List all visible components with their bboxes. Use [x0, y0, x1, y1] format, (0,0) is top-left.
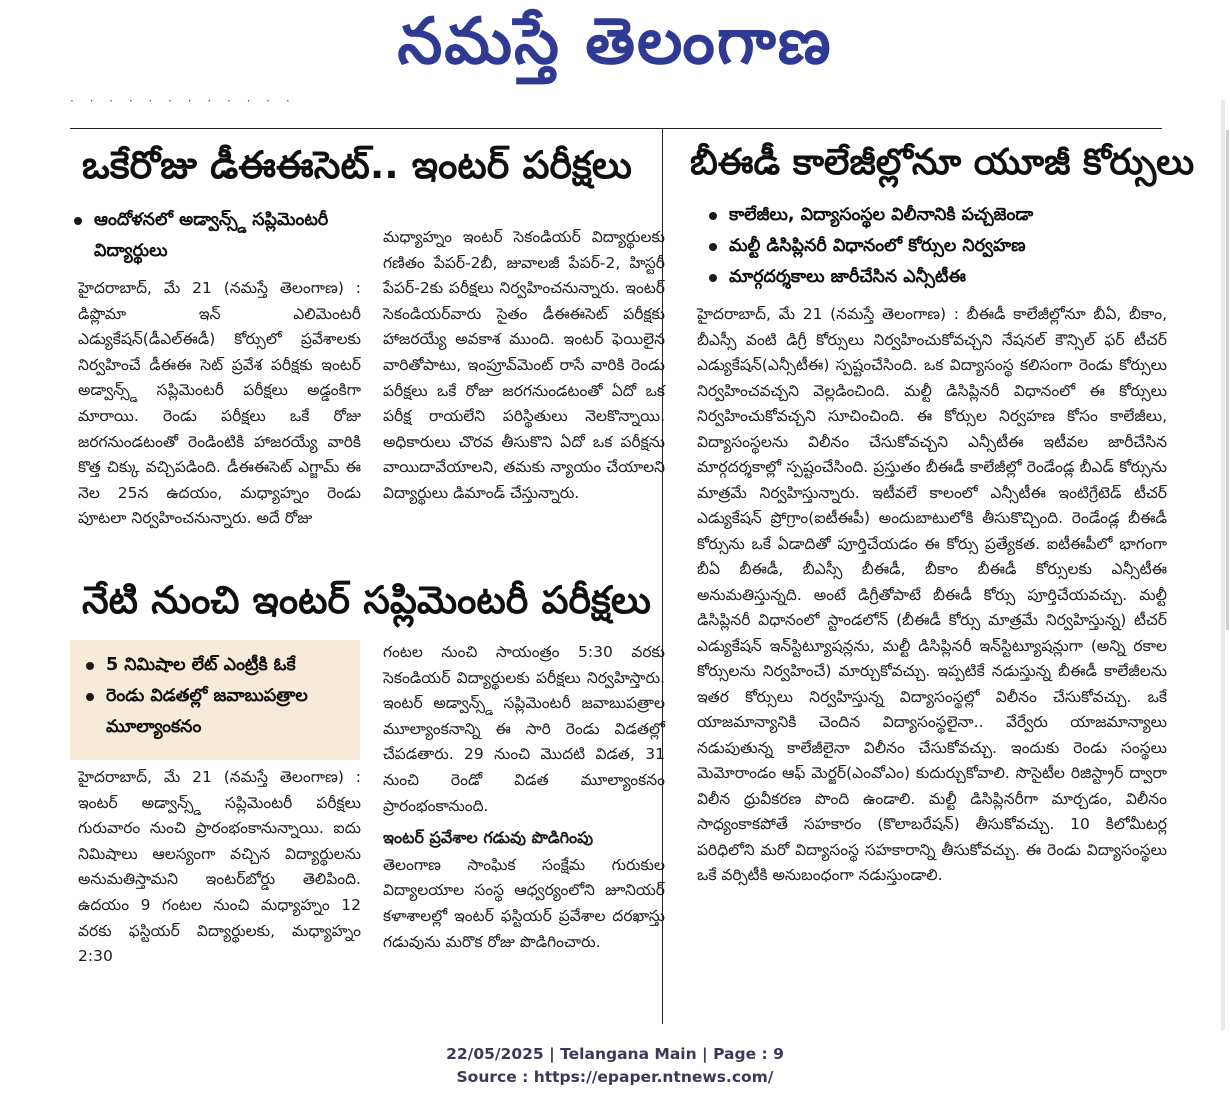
- article3-column-2: [383, 640, 665, 955]
- article1-column-2: మధ్యాహ్నం ఇంటర్ సెకండియర్ విద్యార్థులకు గణితం పేపర్-2బీ, జువాలజీ పేపర్-2, హిస్టరీ పేపర్-2కు పరీక్షలు నిర్వహించనున్నారు. ఇంటర్ సెకండియర్‌వారు సైతం డీఈఈసెట్ పరీక్షకు హాజరయ్యే అవకాశ ముంది. ఇంటర్ ఫెయిలైన వారితోపాటు, ఇంప్రూవ్‌మెంట్ రాసే వారికి రెండు పరీక్షలు ఒకే రోజు జరగనుండటంతో ఏదో ఒక పరీక్ష రాయలేని పరిస్థితులు నెలకొన్నాయి. అధికారులు చొరవ తీసుకొని ఏదో ఒక పరీక్షను వాయిదావేయాలని, తమకు న్యాయం చేయాలని విద్యార్థులు డిమాండ్ చేస్తున్నారు.: [383, 228, 665, 502]
- article3-column-2-text: గంటల నుంచి సాయంత్రం 5:30 వరకు సెకండియర్ విద్యార్థులకు పరీక్షలు నిర్వహిస్తారు. ఇంటర్ అడ్వాన్స్డ్ సప్లిమెంటరీ జవాబుపత్రాల మూల్యాంకనాన్ని ఈ సారి రెండు విడతల్లో చేపడతారు. 29 నుంచి మొదటి విడత, 31 నుంచి రెండో విడత మూల్యాంకనం ప్రారంభంకానుంది.: [383, 643, 665, 815]
- bullet-item: కాలేజీలు, విద్యాసంస్థల విలీనానికి పచ్చజెండా: [703, 200, 1163, 231]
- article2-headline: బీఈడీ కాలేజీల్లోనూ యూజీ కోర్సులు: [690, 142, 1195, 183]
- bullet-icon: [86, 693, 94, 701]
- article3-headline: నేటి నుంచి ఇంటర్ సప్లిమెంటరీ పరీక్షలు: [82, 578, 651, 622]
- masthead: [0, 0, 1230, 90]
- footer-source: Source : https://epaper.ntnews.com/: [456, 1068, 774, 1086]
- bullet-item: మల్టీ డిసిప్లినరీ విధానంలో కోర్సుల నిర్వహణ: [703, 231, 1163, 262]
- article3-column-1: హైదరాబాద్, మే 21 (నమస్తే తెలంగాణ) : ఇంటర్ అడ్వాన్స్డ్ సప్లిమెంటరీ పరీక్షలు గురువారం నుంచి ప్రారంభంకానున్నాయి. ఐదు నిమిషాలు ఆలస్యంగా వచ్చిన విద్యార్థులను అనుమతిస్తామని ఇంటర్‌బోర్డు తెలిపింది. ఉదయం 9 గంటల నుంచి మధ్యాహ్నం 12 వరకు ఫస్టియర్ విద్యార్థులకు, మధ్యాహ్నం 2:30: [78, 768, 361, 966]
- article2-bullets: [703, 200, 1163, 293]
- page-edge: [1221, 100, 1225, 1030]
- bullet-item: 5 నిమిషాల లేట్ ఎంట్రీకి ఓకే: [80, 650, 355, 681]
- article3-subhead: ఇంటర్ ప్రవేశాల గడువు పొడిగింపు: [383, 828, 594, 848]
- article1-headline: ఒకేరోజు డీఈఈసెట్.. ఇంటర్ పరీక్షలు: [82, 143, 632, 187]
- bullet-item: ఆందోళనలో అడ్వాన్స్డ్ సప్లిమెంటరీ విద్యార్థులు: [68, 205, 368, 267]
- bullet-icon: [709, 212, 717, 220]
- bullet-item: రెండు విడతల్లో జవాబుపత్రాల మూల్యాంకనం: [80, 681, 355, 743]
- page-edge-shadow: [1226, 130, 1229, 630]
- article3-bullets: [80, 650, 355, 743]
- article1-bullets: [68, 205, 368, 267]
- newspaper-logo: నమస్తే తెలంగాణ: [397, 5, 833, 79]
- footer-date-page: 22/05/2025 | Telangana Main | Page : 9: [446, 1045, 784, 1063]
- bullet-icon: [86, 662, 94, 670]
- bullet-icon: [709, 274, 717, 282]
- cut-text-strip: · · · · · · · · · · · ·: [70, 94, 296, 108]
- article1-column-1: హైదరాబాద్, మే 21 (నమస్తే తెలంగాణ) : డిప్లొమా ఇన్ ఎలిమెంటరీ ఎడ్యుకేషన్(డీఎల్ఈడీ) కోర్సులో ప్రవేశాలకు నిర్వహించే డీఈఈ సెట్ ప్రవేశ పరీక్షకు ఇంటర్ అడ్వాన్స్డ్ సప్లిమెంటరీ పరీక్షలు అడ్డంకిగా మారాయి. రెండు పరీక్షలు ఒకే రోజు జరగనుండటంతో రెండింటికి హాజరయ్యే వారికి కొత్త చిక్కు వచ్చిపడింది. డీఈఈసెట్ ఎగ్జామ్ ఈ నెల 25న ఉదయం, మధ్యాహ్నం రెండు పూటలా నిర్వహించనున్నారు. అదే రోజు: [78, 279, 361, 528]
- bullet-item: మార్గదర్శకాలు జారీచేసిన ఎన్సీటీఈ: [703, 262, 1163, 293]
- top-divider: [70, 128, 1162, 129]
- article3-column-2-text-b: తెలంగాణ సాంఘిక సంక్షేమ గురుకుల విద్యాలయాల సంస్థ ఆధ్వర్యంలోని జూనియర్ కళాశాలల్లో ఇంటర్ ఫస్టియర్ ప్రవేశాల దరఖాస్తు గడువును మరొక రోజు పొడిగించారు.: [383, 855, 665, 951]
- bullet-icon: [74, 217, 82, 225]
- bullet-icon: [709, 243, 717, 251]
- article2-body: హైదరాబాద్, మే 21 (నమస్తే తెలంగాణ) : బీఈడీ కాలేజీల్లోనూ బీఏ, బీకాం, బీఎస్సీ వంటి డిగ్రీ కోర్సులు నిర్వహించుకోవచ్చని నేషనల్ కౌన్సిల్ ఫర్ టీచర్ ఎడ్యుకేషన్(ఎన్సీటీఈ) స్పష్టంచేసింది. ఒక విద్యాసంస్థ కలిసంగా రెండు కోర్సులు నిర్వహించవచ్చని వెల్లడించింది. మల్టీ డిసిప్లినరీ విధానంలో ఈ కోర్సులు నిర్వహించుకోవచ్చని సూచించింది. ఈ కోర్సుల నిర్వహణ కోసం కాలేజీలు, విద్యాసంస్థలను విలీనం చేసుకోవచ్చని ఎన్సీటీఈ ఇటీవల జారీచేసిన మార్గదర్శకాల్లో స్పష్టంచేసింది. ప్రస్తుతం బీఈడీ కాలేజీల్లో రెండేండ్ల బీఎడ్ కోర్సును మాత్రమే నిర్వహిస్తున్నారు. ఇటీవలే కాలంలో ఎన్సీటీఈ ఇంటిగ్రేటెడ్ టీచర్ ఎడ్యుకేషన్ ప్రోగ్రాం(ఐటీఈపీ) అందుబాటులోకి తీసుకొచ్చింది. రెండేండ్ల బీఈడీ కోర్సును ఒకే ఏడాదితో పూర్తిచేయడం ఈ కోర్సు ప్రత్యేకత. ఐటీఈపీలో భాగంగా బీఏ బీఈడీ, బీఎస్సీ బీఈడీ, బీకాం బీఈడీ కోర్సులకు ఎన్సీటీఈ అనుమతిస్తున్నది. అంటే డిగ్రీతోపాటే బీఈడీ కోర్సు పూర్తిచేయవచ్చు. మల్టీ డిసిప్లినరీ విధానంలో స్టాండలోన్ (బీఈడీ కోర్సు మాత్రమే నిర్వహిస్తున్న) టీచర్ ఎడ్యుకేషన్ ఇన్‌స్టిట్యూషన్లను, మల్టీ డిసిప్లినరీ ఇన్‌స్టిట్యూషన్లుగా (అన్ని రకాల కోర్సులను నిర్వహించే) మార్చుకోవచ్చు. ఇప్పటికే నడుస్తున్న బీఈడీ కాలేజీలను ఇతర కోర్సులు నిర్వహిస్తున్న విద్యాసంస్థల్లో విలీనం చేసుకోవచ్చు. ఒకే యాజమాన్యానికి చెందిన విద్యాసంస్థలైనా.. వేర్వేరు యాజమాన్యాలు నడుపుతున్న కాలేజీలైనా విలీనం చేసుకోవచ్చు. ఇందుకు రెండు సంస్థలు మెమోరాండం ఆఫ్ మెర్జర్(ఎంవోఎం) కుదుర్చుకోవాలి. సొసైటీల రిజిస్ట్రార్ ద్వారా విలీన ధ్రువీకరణ పొంది ఉండాలి. మల్టీ డిసిప్లినరీగా మార్చడం, విలీనం సాధ్యంకాకపోతే సహకారం (కొలాబరేషన్) తీసుకోవచ్చు. 10 కిలోమీటర్ల పరిధిలోని మరో విద్యాసంస్థ సహకారాన్ని తీసుకోవచ్చు. ఈ రెండు విద్యాసంస్థలు ఒకే వర్సిటీకి అనుబంధంగా నడుస్తుండాలి.: [697, 305, 1167, 884]
